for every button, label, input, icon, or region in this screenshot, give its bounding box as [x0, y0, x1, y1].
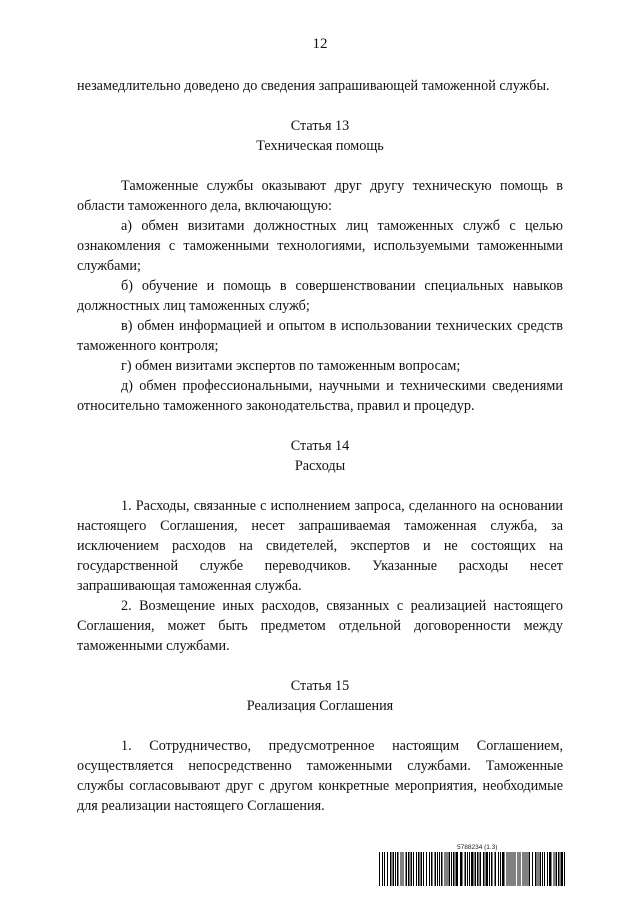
barcode-bar [390, 852, 392, 886]
barcode-bar [403, 852, 404, 886]
barcode-bar [456, 852, 459, 886]
barcode-bar [437, 852, 438, 886]
barcode-bar [411, 852, 413, 886]
barcode-bar [525, 852, 526, 886]
document-body [77, 76, 563, 816]
barcode-bar [429, 852, 430, 886]
barcode-bar [491, 852, 493, 886]
barcode-bar [527, 852, 528, 886]
barcode-bar [507, 852, 508, 886]
article-14-heading [77, 436, 563, 476]
document-stamp [379, 844, 565, 891]
barcode-bar [406, 852, 408, 886]
barcode-bar [502, 852, 505, 886]
page-number: 12 [312, 36, 328, 52]
article-13-item-d: г) обмен визитами экспертов по таможенным вопросам; [121, 358, 461, 374]
barcode-bar [538, 852, 539, 886]
article-13-title: Техническая помощь [256, 138, 384, 154]
barcode-bar [445, 852, 446, 886]
barcode-bar [441, 852, 443, 886]
barcode-bar [426, 852, 427, 886]
article-14-title: Расходы [294, 458, 346, 474]
barcode-bar [540, 852, 542, 886]
barcode-bar [554, 852, 555, 886]
article-13-item-c: в) обмен информацией и опытом в использовании технических средств таможенного контроля; [77, 318, 563, 354]
barcode-bar [453, 852, 455, 886]
barcode-bar [460, 852, 463, 886]
barcode-bar [544, 852, 545, 886]
article-13-item-e: д) обмен профессиональными, научными и техническими сведениями относительно таможенного законодательства, правил и процедур. [77, 378, 563, 414]
barcode-bar [379, 852, 380, 886]
barcode-bar [561, 852, 564, 886]
barcode-bar [431, 852, 433, 886]
barcode-bar [467, 852, 468, 886]
barcode-bar [518, 852, 519, 886]
barcode-bar [416, 852, 417, 886]
article-15-paragraph-1: 1. Сотрудничество, предусмотренное настоящим Соглашением, осуществляется непосредственно таможенными службами. Таможенные службы согласовывают друг с другом конкретные мероприятия, необходимые для реализации настоящего Соглашения. [77, 738, 563, 814]
article-13-item-a: а) обмен визитами должностных лиц таможенных служб с целью ознакомления с таможенными технологиями, используемыми таможенными службами; [77, 218, 563, 274]
barcode-bar [387, 852, 388, 886]
barcode-bar [413, 852, 414, 886]
barcode-bar [397, 852, 399, 886]
stamp-code: 5788234 (1.3) [457, 844, 498, 851]
barcode-bar [511, 852, 512, 886]
barcode-bar [418, 852, 420, 886]
barcode-bar [421, 852, 423, 886]
barcode-bar [523, 852, 524, 886]
barcode-bar [451, 852, 452, 886]
barcode-bar [529, 852, 531, 886]
article-15-number: Статья 15 [290, 678, 350, 694]
barcode-bar [549, 852, 552, 886]
article-15-title: Реализация Соглашения [246, 698, 394, 714]
barcode-bar [477, 852, 479, 886]
article-13-item-b: б) обучение и помощь в совершенствовании специальных навыков должностных лиц таможенных служб; [77, 278, 563, 314]
barcode-bar [509, 852, 510, 886]
barcode-bar [384, 852, 385, 886]
article-13-heading [77, 116, 563, 156]
barcode-bar [500, 852, 501, 886]
barcode-bar [480, 852, 482, 886]
barcode-icon [379, 852, 565, 886]
barcode-bar [498, 852, 499, 886]
barcode-bar [471, 852, 474, 886]
barcode-bar [393, 852, 395, 886]
barcode-bar [447, 852, 448, 886]
barcode-bar [489, 852, 490, 886]
barcode-bar [515, 852, 516, 886]
article-14-number: Статья 14 [290, 438, 350, 454]
barcode-bar [542, 852, 543, 886]
barcode-bar [513, 852, 514, 886]
barcode-bar [408, 852, 410, 886]
barcode-bar [558, 852, 560, 886]
barcode-bar [556, 852, 558, 886]
article-13-number: Статья 13 [290, 118, 350, 134]
barcode-bar [423, 852, 424, 886]
barcode-bar [382, 852, 383, 886]
article-14-paragraph-2: 2. Возмещение иных расходов, связанных с реализацией настоящего Соглашения, может быть предметом отдельной договоренности между таможенными службами. [77, 598, 563, 654]
barcode-bar [435, 852, 437, 886]
barcode-bar [535, 852, 537, 886]
barcode-bar [483, 852, 485, 886]
barcode-bar [401, 852, 402, 886]
barcode-bar [520, 852, 521, 886]
article-13-paragraph: Таможенные службы оказывают друг другу техническую помощь в области таможенного дела, включающую: [77, 178, 563, 214]
barcode-bar [532, 852, 533, 886]
barcode-bar [495, 852, 497, 886]
barcode-bar [475, 852, 477, 886]
barcode-bar [547, 852, 548, 886]
barcode-bar [469, 852, 470, 886]
article-14-paragraph-1: 1. Расходы, связанные с исполнением запроса, сделанного на основании настоящего Соглашения, несет запрашиваемая таможенная служба, за исключением расходов на свидетелей, экспертов и не состоящих на государственной службе переводчиков. Указанные расходы несет запрашивающая таможенная служба. [77, 498, 563, 594]
barcode-bar [564, 852, 565, 886]
barcode-bar [449, 852, 451, 886]
intro-paragraph: незамедлительно доведено до сведения запрашивающей таможенной службы. [77, 78, 550, 94]
barcode-bar [395, 852, 396, 886]
barcode-bar [439, 852, 440, 886]
barcode-bar [486, 852, 489, 886]
barcode-bar [465, 852, 467, 886]
article-15-heading [77, 676, 563, 716]
